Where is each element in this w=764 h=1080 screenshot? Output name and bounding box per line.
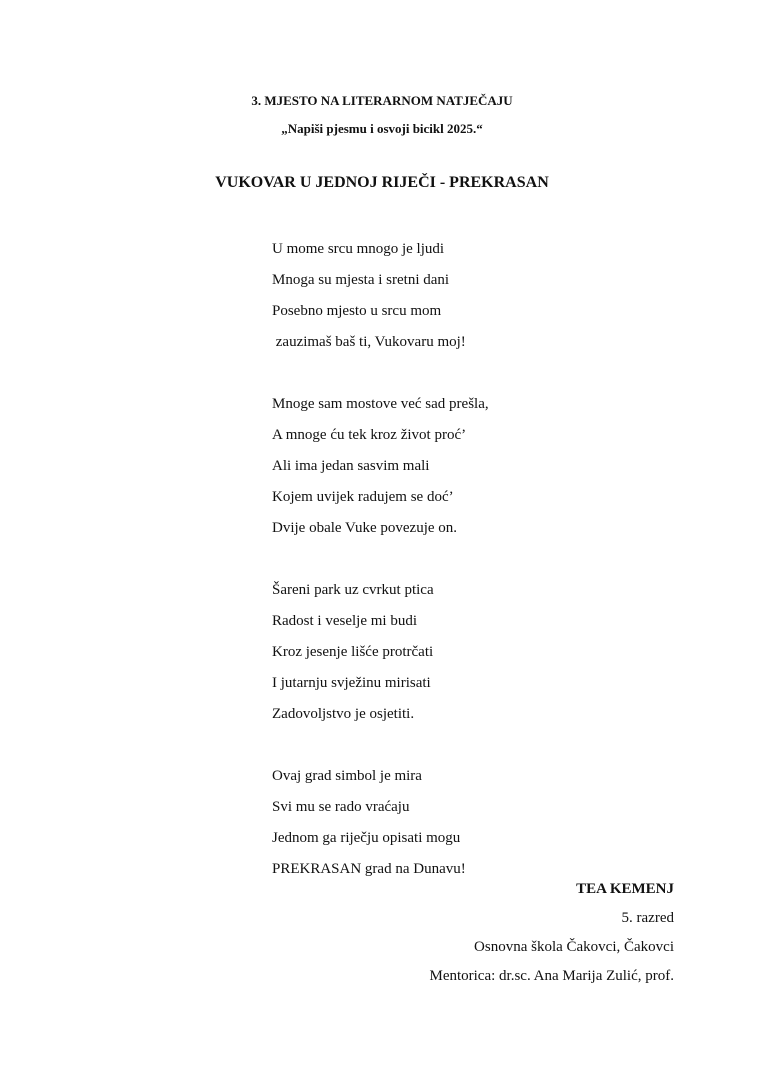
verse: Zadovoljstvo je osjetiti. — [272, 706, 415, 722]
school-name: Osnovna škola Čakovci, Čakovci — [474, 939, 674, 955]
verse: Mnoga su mjesta i sretni dani — [272, 272, 450, 288]
verse: zauzimaš baš ti, Vukovaru moj! — [272, 334, 466, 350]
stanza-3 — [272, 575, 692, 730]
verse: A mnoge ću tek kroz život proć’ — [272, 427, 467, 443]
stanza-4 — [272, 761, 692, 885]
signature-block — [429, 875, 674, 991]
verse: Jednom ga riječju opisati mogu — [272, 830, 461, 846]
stanza-2 — [272, 389, 692, 544]
author-name: TEA KEMENJ — [576, 881, 674, 897]
contest-name-heading: „Napiši pjesmu i osvoji bicikl 2025.“ — [281, 121, 483, 136]
author-grade: 5. razred — [621, 910, 674, 926]
verse: PREKRASAN grad na Dunavu! — [272, 861, 466, 877]
verse: Svi mu se rado vraćaju — [272, 799, 410, 815]
verse: Posebno mjesto u srcu mom — [272, 303, 442, 319]
poem-body — [272, 234, 692, 916]
contest-place-heading: 3. MJESTO NA LITERARNOM NATJEČAJU — [251, 93, 513, 108]
verse: Ali ima jedan sasvim mali — [272, 458, 430, 474]
verse: Šareni park uz cvrkut ptica — [272, 582, 434, 598]
verse: I jutarnju svježinu mirisati — [272, 675, 431, 691]
verse: U mome srcu mnogo je ljudi — [272, 241, 445, 257]
verse: Kojem uvijek radujem se doć’ — [272, 489, 454, 505]
verse: Dvije obale Vuke povezuje on. — [272, 520, 458, 536]
verse: Kroz jesenje lišće protrčati — [272, 644, 434, 660]
verse: Mnoge sam mostove već sad prešla, — [272, 396, 489, 412]
stanza-1 — [272, 234, 692, 358]
poem-title: VUKOVAR U JEDNOJ RIJEČI - PREKRASAN — [215, 174, 549, 191]
verse: Radost i veselje mi budi — [272, 613, 417, 629]
verse: Ovaj grad simbol je mira — [272, 768, 422, 784]
mentor-name: Mentorica: dr.sc. Ana Marija Zulić, prof. — [429, 968, 674, 984]
